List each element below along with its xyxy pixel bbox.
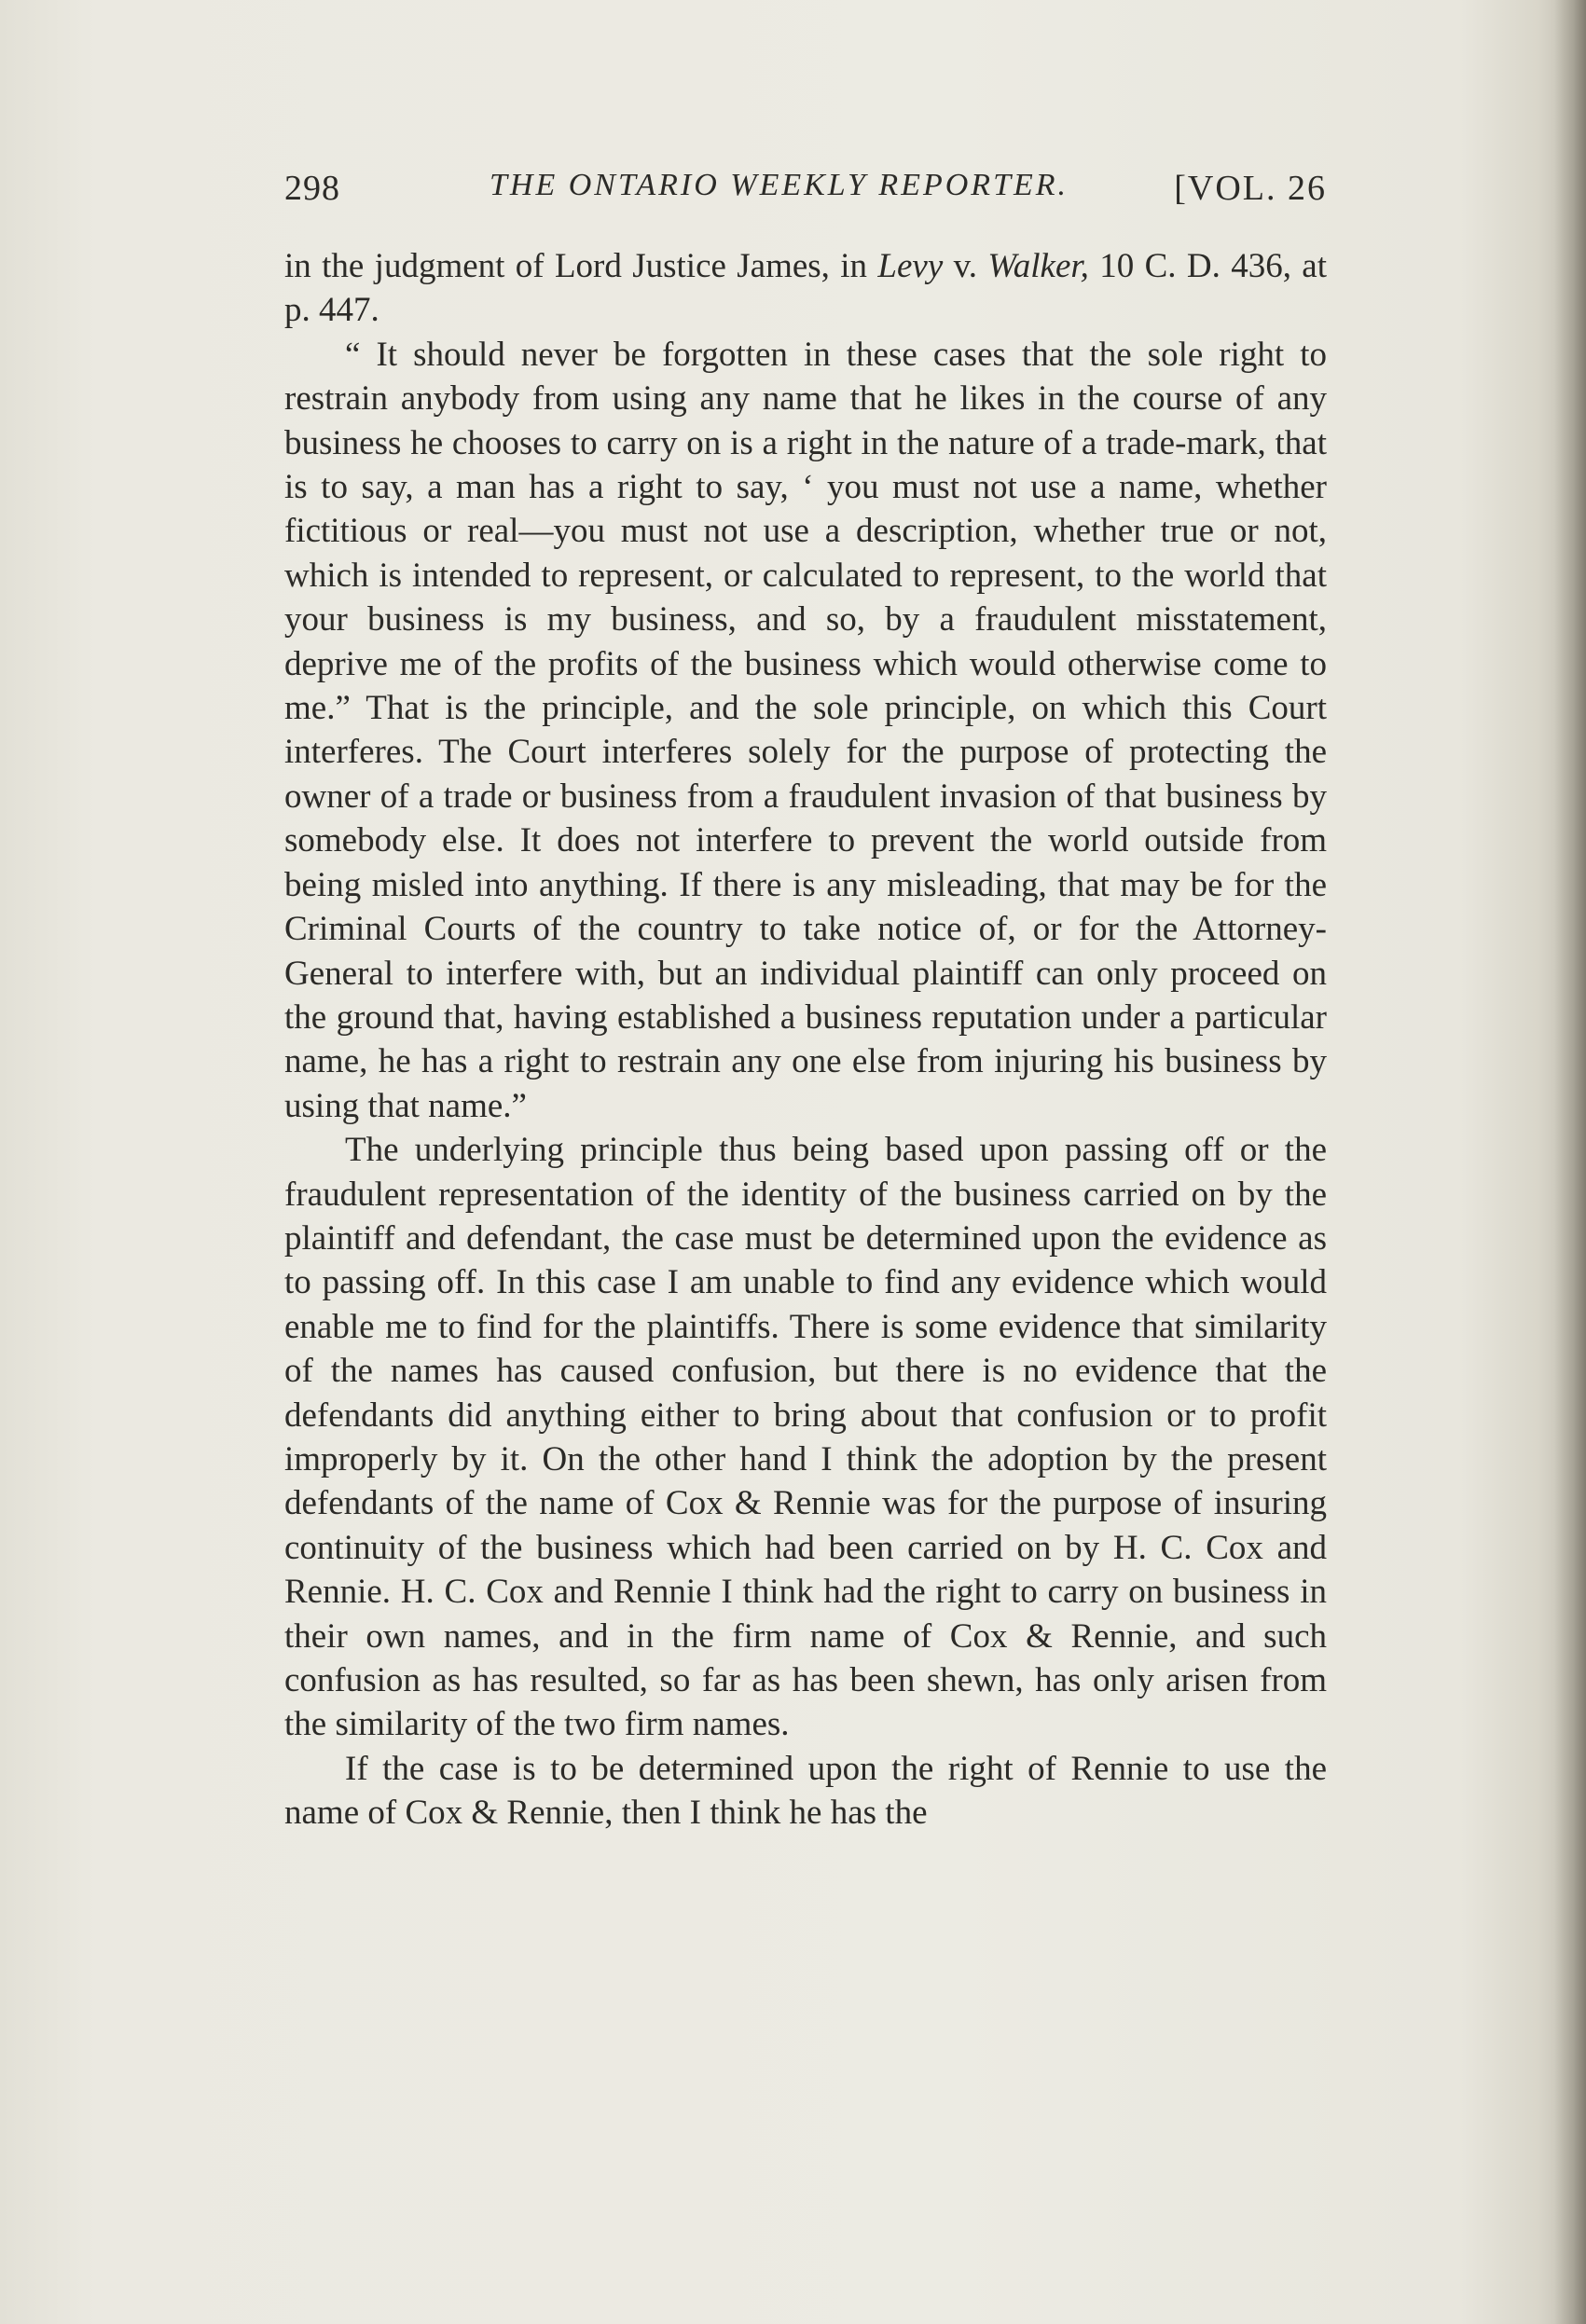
paragraph-conclusion: If the case is to be determined upon the right of Rennie to use the name of Cox & Rennie, then I think he has the <box>284 1749 1327 1833</box>
citation-text: in the judgment of Lord Justice James, in <box>284 247 878 285</box>
page-number: 298 <box>284 169 340 208</box>
case-name-walker: Walker, <box>987 247 1089 285</box>
paragraph-quotation: “ It should never be forgotten in these cases that the sole right to restrain anybody from using any name that he likes in the course of any business he chooses to carry on is a right in the nature of a trade-mark, that is to say, a man has a right to say, ‘ you must not use a name, whether fictitious or real—you must not use a description, whether true or not, which is intended to represent, or calculated to represent, to the world that your business is my business, and so, by a fraudulent misstatement, deprive me of the profits of the business which would otherwise come to me.” That is the principle, and the sole principle, on which this Court interferes. The Court interferes solely for the purpose of protecting the owner of a trade or business from a fraudulent invasion of that business by somebody else. It does not interfere to prevent the world outside from being misled into anything. If there is any misleading, that may be for the Criminal Courts of the country to take notice of, or for the Attorney-General to interfere with, but an individual plaintiff can only proceed on the ground that, having established a business reputation under a particular name, he has a right to restrain any one else from injuring his business by using that name.” <box>284 335 1327 1125</box>
paragraph-principle: The underlying principle thus being based upon passing off or the fraudulent representation of the identity of the business carried on by the plaintiff and defendant, the case must be determined upon the evidence as to passing off. In this case I am unable to find any evidence which would enable me to find for the plaintiffs. There is some evidence that similarity of the names has caused confusion, but there is no evidence that the defendants did anything either to bring about that confusion or to profit improperly by it. On the other hand I think the adoption by the present defendants of the name of Cox & Rennie was for the purpose of insuring continuity of the business which had been carried on by H. C. Cox and Rennie. H. C. Cox and Rennie I think had the right to carry on business in their own names, and in the firm name of Cox & Rennie, and such confusion as has resulted, so far as has been shewn, has only arisen from the similarity of the two firm names. <box>284 1131 1327 1744</box>
citation-reference: 10 C. D. 436, at p. 447. <box>284 247 1327 330</box>
versus-text: v. <box>943 247 988 285</box>
case-name-levy: Levy <box>877 247 944 285</box>
body-text <box>284 244 1327 1836</box>
page-header <box>284 168 1327 224</box>
binding-shadow <box>1554 0 1586 2324</box>
paragraph-citation <box>284 244 1327 333</box>
volume-label: [VOL. 26 <box>1174 169 1327 208</box>
running-title: THE ONTARIO WEEKLY REPORTER. <box>490 168 1069 202</box>
